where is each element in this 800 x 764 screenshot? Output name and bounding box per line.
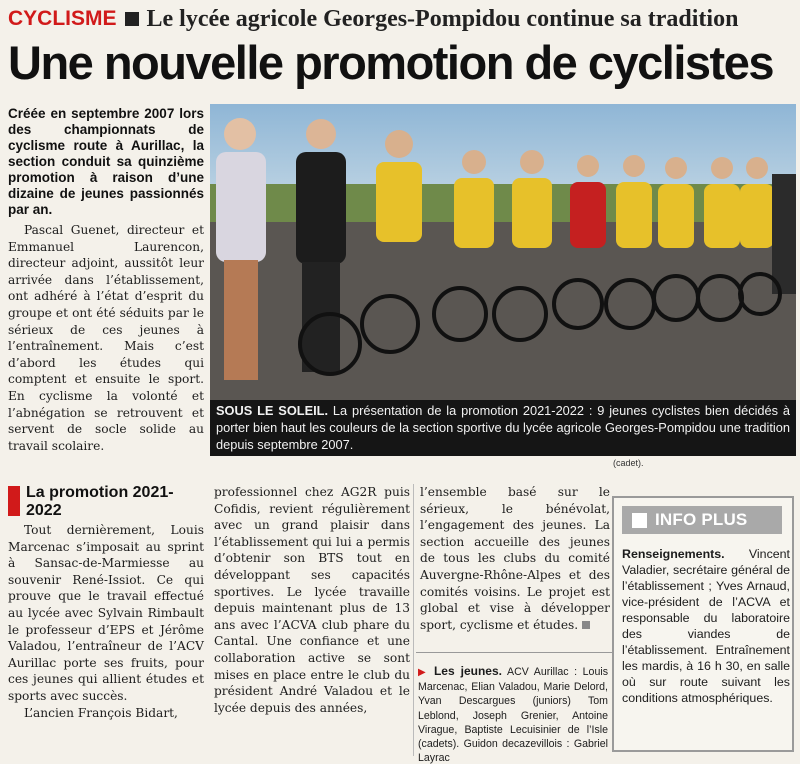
triangle-bullet-icon: ▶ xyxy=(418,667,429,678)
team-photo-image xyxy=(210,104,796,400)
section-subhead: La promotion 2021-2022 xyxy=(26,484,174,519)
body-paragraph: Tout dernièrement, Louis Marcenac s’imposait au sprint à Sansac-de-Marmiesse au souvenir René-Issiot. Ce qui prouve que le travail effectué au lycée avec Sylvain Rimbault le professeur d’EPS et Jérôme Valadou, l’entraîneur de l’ACV Aurillac porte ses fruits, pour ces jeunes qui allient études et sports avec succès. xyxy=(8,523,204,703)
column-3-body xyxy=(420,484,610,633)
section-divider xyxy=(416,652,612,653)
article-subtitle: Le lycée agricole Georges-Pompidou continue sa tradition xyxy=(146,5,739,32)
square-bullet-icon xyxy=(125,12,139,26)
body-paragraph: Pascal Guenet, directeur et Emmanuel Laurencon, directeur adjoint, aussitôt leur arrivée dans l’établissement, ont adhéré à l’état d’esprit du groupe et ont été séduits par le sérieux de ces jeunes à l’entraînement. Mais c’est d’abord les études qui comptent et ensuite le sport. En cyclisme la volonté et l’abnégation se retrouvent et servent de socle solide au travail scolaire. xyxy=(8,223,204,453)
jeunes-text: ACV Aurillac : Louis Marcenac, Elian Valadou, Marie Delord, Yvan Descargues (juniors) Tom Leblond, Joseph Grenier, Antoine Virague, Baptiste Lecuisinier de l’Isle (cadets). Guidon decazevillois : Gabriel Layrac xyxy=(418,666,608,764)
caption-text: La présentation de la promotion 2021-2022 : 9 jeunes cyclistes bien décidés à porter bien haut les couleurs de la section sportive du lycée agricole Georges-Pompidou une tradition depuis septembre 2007. xyxy=(216,403,791,452)
body-paragraph: professionnel chez AG2R puis Cofidis, revient régulièrement avec un grand plaisir dans l’établissement qui lui a permis d’obtenir son BTS tout en développant ses capacités sportives. Le lycée travaille depuis maintenant plus de 13 ans avec l’ACVA club phare du Cantal. Une confiance et une collaboration active se sont mises en place entre le club du président André Valadou et le lycée depuis des années, xyxy=(214,485,410,715)
caption-label: SOUS LE SOLEIL. xyxy=(216,403,329,418)
column-divider xyxy=(413,484,414,756)
cadet-note: (cadet). xyxy=(613,458,644,468)
article-kicker xyxy=(8,4,738,34)
info-plus-box xyxy=(612,496,794,752)
paragraph-text: l’ensemble basé sur le sérieux, le bénévolat, l’engagement des jeunes. La section accueille des jeunes de tous les clubs du comité Auvergne-Rhône-Alpes et des comités voisins. Le projet est global et vise à développer sport, cyclisme et études. xyxy=(420,485,610,632)
info-plus-title: INFO PLUS xyxy=(655,510,748,529)
article-headline: Une nouvelle promotion de cyclistes xyxy=(8,36,773,89)
info-plus-text: Vincent Valadier, secrétaire général de l’établissement ; Yves Arnaud, vice-président de l’ACVA et responsable du laboratoire des viandes de l’établissement. Entraînement les mardis, à 16 h 30, en salle où sur route suivant les conditions atmosphériques. xyxy=(622,547,790,705)
square-bullet-icon xyxy=(632,513,647,528)
column-2-body xyxy=(214,484,410,716)
jeunes-box xyxy=(418,664,608,764)
column-1b-body xyxy=(8,522,204,721)
jeunes-label: Les jeunes. xyxy=(433,664,502,678)
article-lead: Créée en septembre 2007 lors des championnats de cyclisme route à Aurillac, la section conduit sa quinzième promotion à raison d’une dizaine de jeunes passionnés par an. xyxy=(8,106,204,217)
body-paragraph xyxy=(420,484,610,633)
info-plus-tag xyxy=(622,506,782,534)
end-mark-icon xyxy=(582,621,590,629)
info-plus-label: Renseignements. xyxy=(622,547,725,561)
team-photo xyxy=(210,104,796,456)
info-plus-body xyxy=(622,546,790,706)
subhead-marker xyxy=(8,486,20,516)
photo-caption xyxy=(210,400,796,456)
section-rubric: CYCLISME xyxy=(8,7,117,30)
column-1-body xyxy=(8,222,204,454)
body-paragraph: L’ancien François Bidart, xyxy=(24,705,178,720)
